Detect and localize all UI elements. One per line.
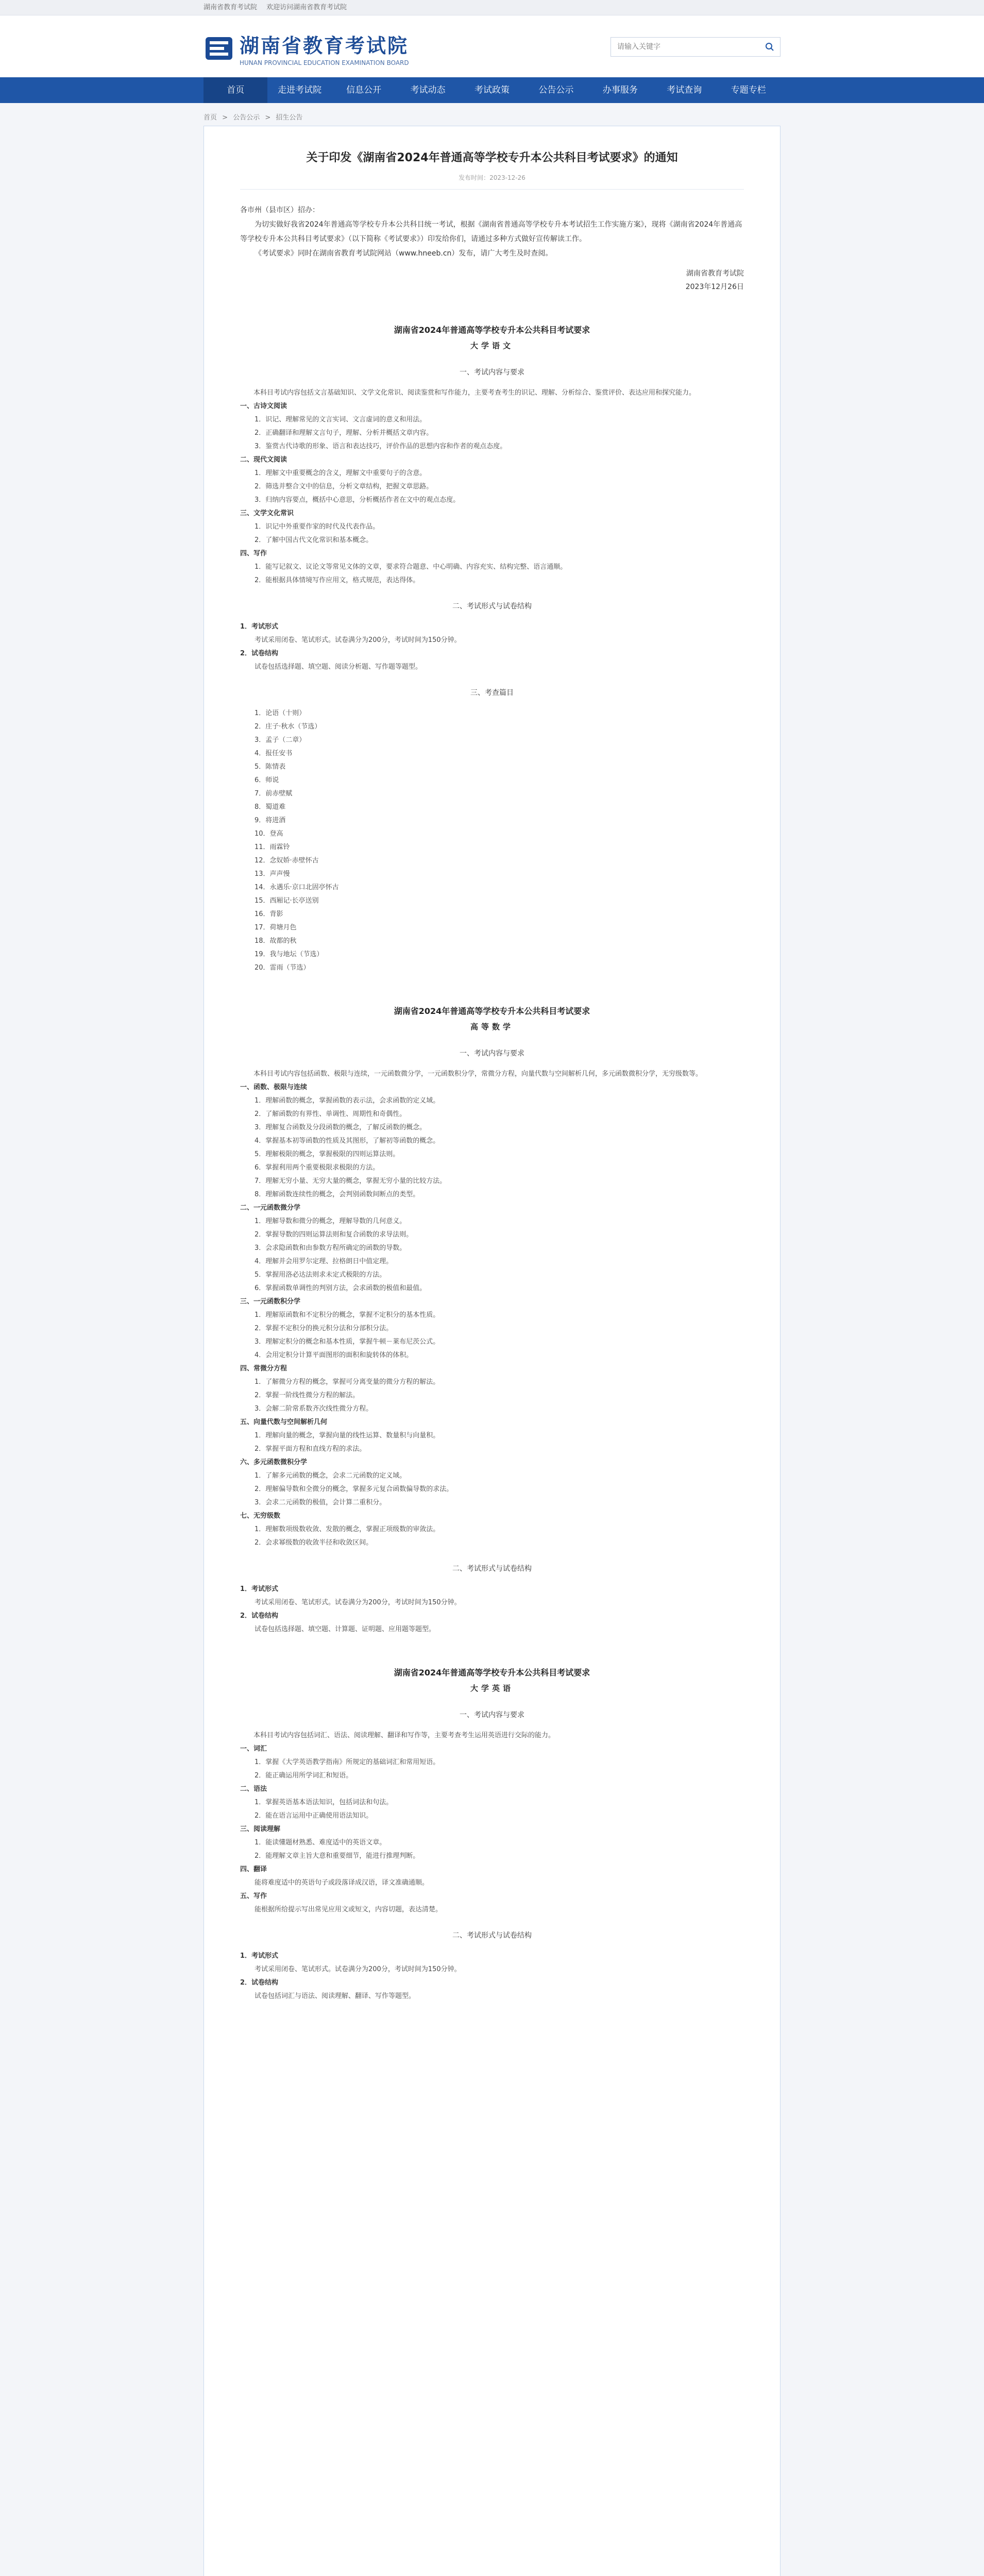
part-heading: 二、考试形式与试卷结构	[452, 602, 532, 611]
line-text: 4．理解并会用罗尔定理、拉格朗日中值定理。	[255, 1258, 393, 1265]
line-text: 本科目考试内容包括文言基础知识、文学文化常识、阅读鉴赏和写作能力，主要考查考生的识记、理解、分析综合、鉴赏评价、表达应用和探究能力。	[253, 389, 696, 397]
search-icon[interactable]	[759, 38, 780, 56]
line-heading: 二、现代文阅读	[240, 456, 287, 464]
line-text: 6．师说	[255, 776, 279, 784]
part-heading: 三、考查篇目	[470, 689, 514, 697]
nav-item-topics[interactable]: 专题专栏	[731, 85, 766, 95]
line-heading: 2．试卷结构	[240, 650, 279, 657]
line-text: 2．会求幂级数的收敛半径和收敛区间。	[255, 1539, 373, 1547]
breadcrumb	[203, 110, 781, 126]
breadcrumb-notices[interactable]: 公告公示	[233, 114, 260, 122]
topbar-link-home[interactable]: 湖南省教育考试院	[203, 4, 258, 11]
line-heading: 五、向量代数与空间解析几何	[240, 1418, 328, 1426]
line-text: 1．理解数项级数收敛、发散的概念，掌握正项级数的审敛法。	[255, 1526, 440, 1533]
line-text: 2．理解偏导数和全微分的概念，掌握多元复合函数偏导数的求法。	[255, 1485, 453, 1493]
part-heading: 二、考试形式与试卷结构	[452, 1565, 532, 1573]
line-text: 3．会求二元函数的极值，会计算二重积分。	[255, 1499, 386, 1506]
line-text: 考试采用闭卷、笔试形式。试卷满分为200分，考试时间为150分钟。	[255, 1599, 461, 1606]
line-text: 3．会求隐函数和由参数方程所确定的函数的导数。	[255, 1244, 406, 1252]
line-heading: 四、常微分方程	[240, 1365, 287, 1372]
line-heading: 2．试卷结构	[240, 1612, 279, 1620]
part-body	[240, 1729, 744, 1917]
line-text: 3．鉴赏古代诗歌的形象、语言和表达技巧，评价作品的思想内容和作者的观点态度。	[255, 443, 507, 450]
part-heading: 二、考试形式与试卷结构	[452, 1931, 532, 1940]
article-meta: 发布时间：2023-12-26	[240, 173, 744, 190]
nav-item-home[interactable]: 首页	[203, 77, 267, 103]
line-heading: 二、一元函数微分学	[240, 1204, 301, 1212]
nav-item-query[interactable]: 考试查询	[667, 85, 702, 95]
line-heading: 一、函数、极限与连续	[240, 1083, 308, 1091]
article-title: 关于印发《湖南省2024年普通高等学校专升本公共科目考试要求》的通知	[306, 151, 678, 164]
section-subject: 大学英语	[470, 1684, 514, 1693]
line-text: 2．掌握平面方程和直线方程的求法。	[255, 1445, 366, 1453]
line-heading: 五、写作	[240, 1892, 267, 1900]
line-heading: 一、古诗文阅读	[240, 402, 287, 410]
notice-paragraph: 《考试要求》同时在湖南省教育考试院网站（www.hneeb.cn）发布，请广大考生及时查阅。	[255, 249, 553, 258]
line-text: 4．报任安书	[255, 750, 293, 757]
line-text: 4．会用定积分计算平面图形的面积和旋转体的体积。	[255, 1351, 413, 1359]
site-header	[0, 15, 984, 77]
line-text: 13．声声慢	[255, 870, 290, 878]
line-text: 2．能正确运用所学词汇和短语。	[255, 1772, 353, 1780]
line-text: 试卷包括词汇与语法、阅读理解、翻译、写作等题型。	[255, 1992, 416, 2000]
line-text: 2．庄子·秋水（节选）	[255, 723, 321, 731]
line-text: 1．掌握英语基本语法知识，包括词法和句法。	[255, 1799, 393, 1806]
notice-signature	[240, 267, 744, 294]
line-text: 2．了解中国古代文化常识和基本概念。	[255, 536, 373, 544]
line-text: 18．故都的秋	[255, 937, 297, 945]
logo-title: 湖南省教育考试院	[240, 35, 409, 57]
site-logo[interactable]	[203, 30, 409, 66]
nav-item-notices[interactable]: 公告公示	[538, 85, 574, 95]
line-text: 试卷包括选择题、填空题、阅读分析题、写作题等题型。	[255, 663, 422, 671]
line-heading: 一、词汇	[240, 1745, 267, 1753]
line-text: 15．西厢记·长亭送别	[255, 897, 319, 905]
line-text: 10．登高	[255, 830, 283, 838]
line-heading: 1．考试形式	[240, 623, 279, 631]
line-text: 14．永遇乐·京口北固亭怀古	[255, 884, 339, 891]
line-text: 2．能理解文章主旨大意和重要细节，能进行推理判断。	[255, 1852, 420, 1860]
line-heading: 二、语法	[240, 1785, 267, 1793]
section-subject: 高等数学	[470, 1022, 514, 1031]
part-heading: 一、考试内容与要求	[460, 1049, 524, 1058]
line-text: 2．能根据具体情境写作应用文，格式规范，表达得体。	[255, 577, 420, 584]
notice-salutation: 各市州（县市区）招办：	[240, 206, 319, 214]
line-text: 本科目考试内容包括词汇、语法、阅读理解、翻译和写作等，主要考查考生运用英语进行交际的能力。	[253, 1732, 555, 1739]
line-text: 6．掌握利用两个重要极限求极限的方法。	[255, 1164, 380, 1172]
line-text: 考试采用闭卷、笔试形式。试卷满分为200分，考试时间为150分钟。	[255, 636, 461, 644]
part-heading: 一、考试内容与要求	[460, 368, 524, 377]
line-text: 16．背影	[255, 910, 283, 918]
nav-item-about[interactable]: 走进考试院	[278, 85, 322, 95]
line-text: 1．掌握《大学英语教学指南》所规定的基础词汇和常用短语。	[255, 1758, 440, 1766]
line-text: 4．掌握基本初等函数的性质及其图形，了解初等函数的概念。	[255, 1137, 440, 1145]
line-heading: 四、写作	[240, 550, 267, 557]
line-heading: 2．试卷结构	[240, 1979, 279, 1987]
breadcrumb-current[interactable]: 招生公告	[276, 114, 303, 122]
line-text: 1．了解微分方程的概念，掌握可分离变量的微分方程的解法。	[255, 1378, 440, 1386]
line-text: 1．理解向量的概念，掌握向量的线性运算、数量积与向量积。	[255, 1432, 440, 1439]
line-text: 3．理解复合函数及分段函数的概念，了解反函数的概念。	[255, 1124, 427, 1131]
line-text: 11．雨霖铃	[255, 843, 290, 851]
logo-subtitle: HUNAN PROVINCIAL EDUCATION EXAMINATION BOARD	[240, 59, 409, 66]
line-heading: 1．考试形式	[240, 1952, 279, 1960]
line-heading: 三、文学文化常识	[240, 510, 294, 517]
subject-section	[240, 323, 744, 975]
main-nav	[0, 77, 984, 103]
line-heading: 三、一元函数积分学	[240, 1298, 301, 1306]
line-text: 3．会解二阶常系数齐次线性微分方程。	[255, 1405, 373, 1413]
logo-icon	[203, 33, 234, 64]
line-text: 能根据所给提示写出常见应用文或短文，内容切题，表达清楚。	[255, 1906, 443, 1913]
section-title: 湖南省2024年普通高等学校专升本公共科目考试要求	[394, 325, 590, 335]
nav-item-news[interactable]: 考试动态	[410, 85, 446, 95]
notice-body	[240, 203, 744, 261]
line-text: 8．蜀道难	[255, 803, 286, 811]
subject-section	[240, 1004, 744, 1636]
breadcrumb-home[interactable]: 首页	[203, 114, 217, 122]
line-heading: 七、无穷级数	[240, 1512, 281, 1520]
section-subject: 大学语文	[470, 341, 514, 350]
line-text: 1．论语（十则）	[255, 709, 306, 717]
line-text: 1．识记中外重要作家的时代及代表作品。	[255, 523, 380, 531]
topbar-welcome: 欢迎访问湖南省教育考试院	[266, 4, 347, 11]
line-text: 2．了解函数的有界性、单调性、周期性和奇偶性。	[255, 1110, 406, 1118]
breadcrumb-sep: >	[222, 114, 228, 122]
part-body	[240, 1067, 744, 1550]
section-title: 湖南省2024年普通高等学校专升本公共科目考试要求	[394, 1668, 590, 1677]
line-text: 2．掌握一阶线性微分方程的解法。	[255, 1392, 360, 1399]
line-text: 2．筛选并整合文中的信息，分析文章结构，把握文章思路。	[255, 483, 433, 490]
line-text: 1．理解函数的概念，掌握函数的表示法，会求函数的定义域。	[255, 1097, 440, 1105]
line-text: 1．理解原函数和不定积分的概念，掌握不定积分的基本性质。	[255, 1311, 440, 1319]
part-body	[240, 620, 744, 674]
line-text: 20．雷雨（节选）	[255, 964, 310, 972]
line-text: 5．陈情表	[255, 763, 286, 771]
search-box	[610, 37, 781, 57]
line-text: 12．念奴娇·赤壁怀古	[255, 857, 319, 865]
line-text: 试卷包括选择题、填空题、计算题、证明题、应用题等题型。	[255, 1625, 436, 1633]
line-text: 7．理解无穷小量、无穷大量的概念，掌握无穷小量的比较方法。	[255, 1177, 447, 1185]
line-text: 考试采用闭卷、笔试形式。试卷满分为200分，考试时间为150分钟。	[255, 1965, 461, 1973]
section-title: 湖南省2024年普通高等学校专升本公共科目考试要求	[394, 1006, 590, 1016]
line-text: 7．前赤壁赋	[255, 790, 293, 798]
part-body	[240, 1950, 744, 2003]
sign-date: 2023年12月26日	[685, 283, 744, 291]
line-text: 5．理解极限的概念，掌握极限的四则运算法则。	[255, 1150, 400, 1158]
line-heading: 1．考试形式	[240, 1585, 279, 1593]
line-text: 1．了解多元函数的概念，会求二元函数的定义域。	[255, 1472, 406, 1480]
line-text: 2．掌握不定积分的换元积分法和分部积分法。	[255, 1325, 393, 1332]
line-text: 17．荷塘月色	[255, 924, 297, 931]
attachment-sections	[240, 323, 744, 2003]
part-body	[240, 707, 744, 975]
line-text: 9．将进酒	[255, 817, 286, 824]
line-text: 能将难度适中的英语句子或段落译成汉语，译文准确通顺。	[255, 1879, 429, 1887]
part-heading: 一、考试内容与要求	[460, 1711, 524, 1719]
search-input[interactable]	[611, 38, 759, 56]
part-body	[240, 1583, 744, 1636]
line-text: 3．理解定积分的概念和基本性质，掌握牛顿－莱布尼茨公式。	[255, 1338, 440, 1346]
line-heading: 四、翻译	[240, 1866, 267, 1873]
line-text: 1．理解导数和微分的概念，理解导数的几何意义。	[255, 1217, 406, 1225]
line-text: 1．能读懂题材熟悉、难度适中的英语文章。	[255, 1839, 386, 1846]
line-text: 3．孟子（二章）	[255, 736, 306, 744]
sign-org: 湖南省教育考试院	[686, 269, 744, 278]
nav-item-disclosure[interactable]: 信息公开	[346, 85, 382, 95]
line-text: 本科目考试内容包括函数、极限与连续，一元函数微分学，一元函数积分学，常微分方程，向量代数与空间解析几何，多元函数微积分学，无穷级数等。	[253, 1070, 703, 1078]
subject-section	[240, 1665, 744, 2003]
line-text: 2．正确翻译和理解文言句子，理解、分析并概括文章内容。	[255, 429, 433, 437]
line-heading: 三、阅读理解	[240, 1825, 281, 1833]
line-text: 2．能在语言运用中正确使用语法知识。	[255, 1812, 373, 1820]
breadcrumb-sep: >	[265, 114, 271, 122]
line-text: 6．掌握函数单调性的判别方法，会求函数的极值和最值。	[255, 1284, 427, 1292]
line-heading: 六、多元函数微积分学	[240, 1459, 308, 1466]
line-text: 1．识记、理解常见的文言实词、文言虚词的意义和用法。	[255, 416, 427, 423]
nav-item-services[interactable]: 办事服务	[602, 85, 638, 95]
line-text: 19．我与地坛（节选）	[255, 951, 324, 958]
line-text: 1．能写记叙文、议论文等常见文体的文章，要求符合题意、中心明确、内容充实、结构完整、语言通顺。	[255, 563, 567, 571]
line-text: 5．掌握用洛必达法则求未定式极限的方法。	[255, 1271, 386, 1279]
nav-item-policy[interactable]: 考试政策	[474, 85, 510, 95]
part-body	[240, 386, 744, 587]
line-text: 1．理解文中重要概念的含义，理解文中重要句子的含意。	[255, 469, 427, 477]
top-bar	[0, 0, 984, 15]
line-text: 2．掌握导数的四则运算法则和复合函数的求导法则。	[255, 1231, 413, 1239]
line-text: 3．归纳内容要点，概括中心意思，分析概括作者在文中的观点态度。	[255, 496, 460, 504]
line-text: 8．理解函数连续性的概念，会判别函数间断点的类型。	[255, 1191, 420, 1198]
article-card	[203, 126, 781, 2576]
notice-paragraph: 为切实做好我省2024年普通高等学校专升本公共科目统一考试，根据《湖南省普通高等学校专升本考试招生工作实施方案》，现将《湖南省2024年普通高等学校专升本公共科目考试要求》（以下简称《考试要求》）印发给你们，请通过多种方式做好宣传解读工作。	[240, 221, 742, 243]
